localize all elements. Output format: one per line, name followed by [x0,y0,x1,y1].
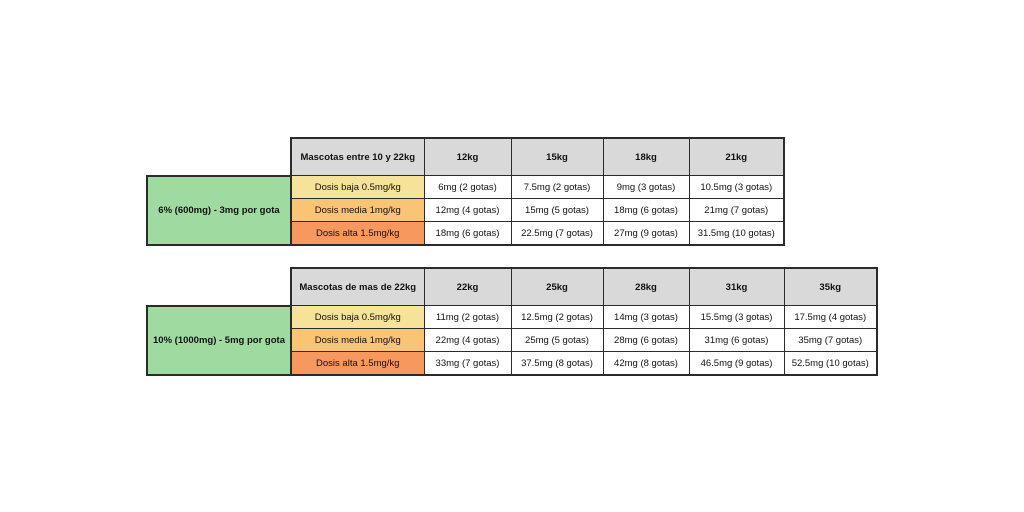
dose-value: 6mg (2 gotas) [424,176,511,199]
header-weight-31kg: 31kg [689,268,784,306]
dose-value: 46.5mg (9 gotas) [689,352,784,376]
header-weight-21kg: 21kg [689,138,784,176]
dose-level-low: Dosis baja 0.5mg/kg [291,306,424,329]
header-weight-28kg: 28kg [603,268,689,306]
dose-value: 9mg (3 gotas) [603,176,689,199]
header-weight-18kg: 18kg [603,138,689,176]
header-weight-22kg: 22kg [424,268,511,306]
dose-level-medium: Dosis media 1mg/kg [291,329,424,352]
dose-value: 14mg (3 gotas) [603,306,689,329]
dose-value: 12mg (4 gotas) [424,199,511,222]
dose-value: 35mg (7 gotas) [784,329,877,352]
concentration-label: 10% (1000mg) - 5mg por gota [147,306,291,376]
dose-value: 18mg (6 gotas) [424,222,511,246]
dose-value: 22.5mg (7 gotas) [511,222,603,246]
dose-value: 15.5mg (3 gotas) [689,306,784,329]
dose-value: 33mg (7 gotas) [424,352,511,376]
dose-value: 25mg (5 gotas) [511,329,603,352]
dose-value: 12.5mg (2 gotas) [511,306,603,329]
dosage-table-over-22kg [146,267,878,376]
empty-corner [147,138,291,176]
dose-value: 31mg (6 gotas) [689,329,784,352]
header-pet-range: Mascotas de mas de 22kg [291,268,424,306]
dose-level-low: Dosis baja 0.5mg/kg [291,176,424,199]
dose-value: 10.5mg (3 gotas) [689,176,784,199]
header-weight-15kg: 15kg [511,138,603,176]
dose-value: 27mg (9 gotas) [603,222,689,246]
dose-value: 22mg (4 gotas) [424,329,511,352]
header-pet-range: Mascotas entre 10 y 22kg [291,138,424,176]
table-row [147,176,784,199]
dose-level-high: Dosis alta 1.5mg/kg [291,352,424,376]
dosage-table-10-22kg [146,137,785,246]
dose-value: 28mg (6 gotas) [603,329,689,352]
table-row [147,306,877,329]
dose-level-high: Dosis alta 1.5mg/kg [291,222,424,246]
dose-value: 52.5mg (10 gotas) [784,352,877,376]
dose-value: 11mg (2 gotas) [424,306,511,329]
header-weight-25kg: 25kg [511,268,603,306]
concentration-label: 6% (600mg) - 3mg por gota [147,176,291,246]
dose-value: 17.5mg (4 gotas) [784,306,877,329]
dose-value: 15mg (5 gotas) [511,199,603,222]
dose-value: 31.5mg (10 gotas) [689,222,784,246]
dose-value: 42mg (8 gotas) [603,352,689,376]
dose-level-medium: Dosis media 1mg/kg [291,199,424,222]
dose-value: 37.5mg (8 gotas) [511,352,603,376]
header-weight-12kg: 12kg [424,138,511,176]
dose-value: 7.5mg (2 gotas) [511,176,603,199]
dose-value: 18mg (6 gotas) [603,199,689,222]
header-weight-35kg: 35kg [784,268,877,306]
empty-corner [147,268,291,306]
dose-value: 21mg (7 gotas) [689,199,784,222]
